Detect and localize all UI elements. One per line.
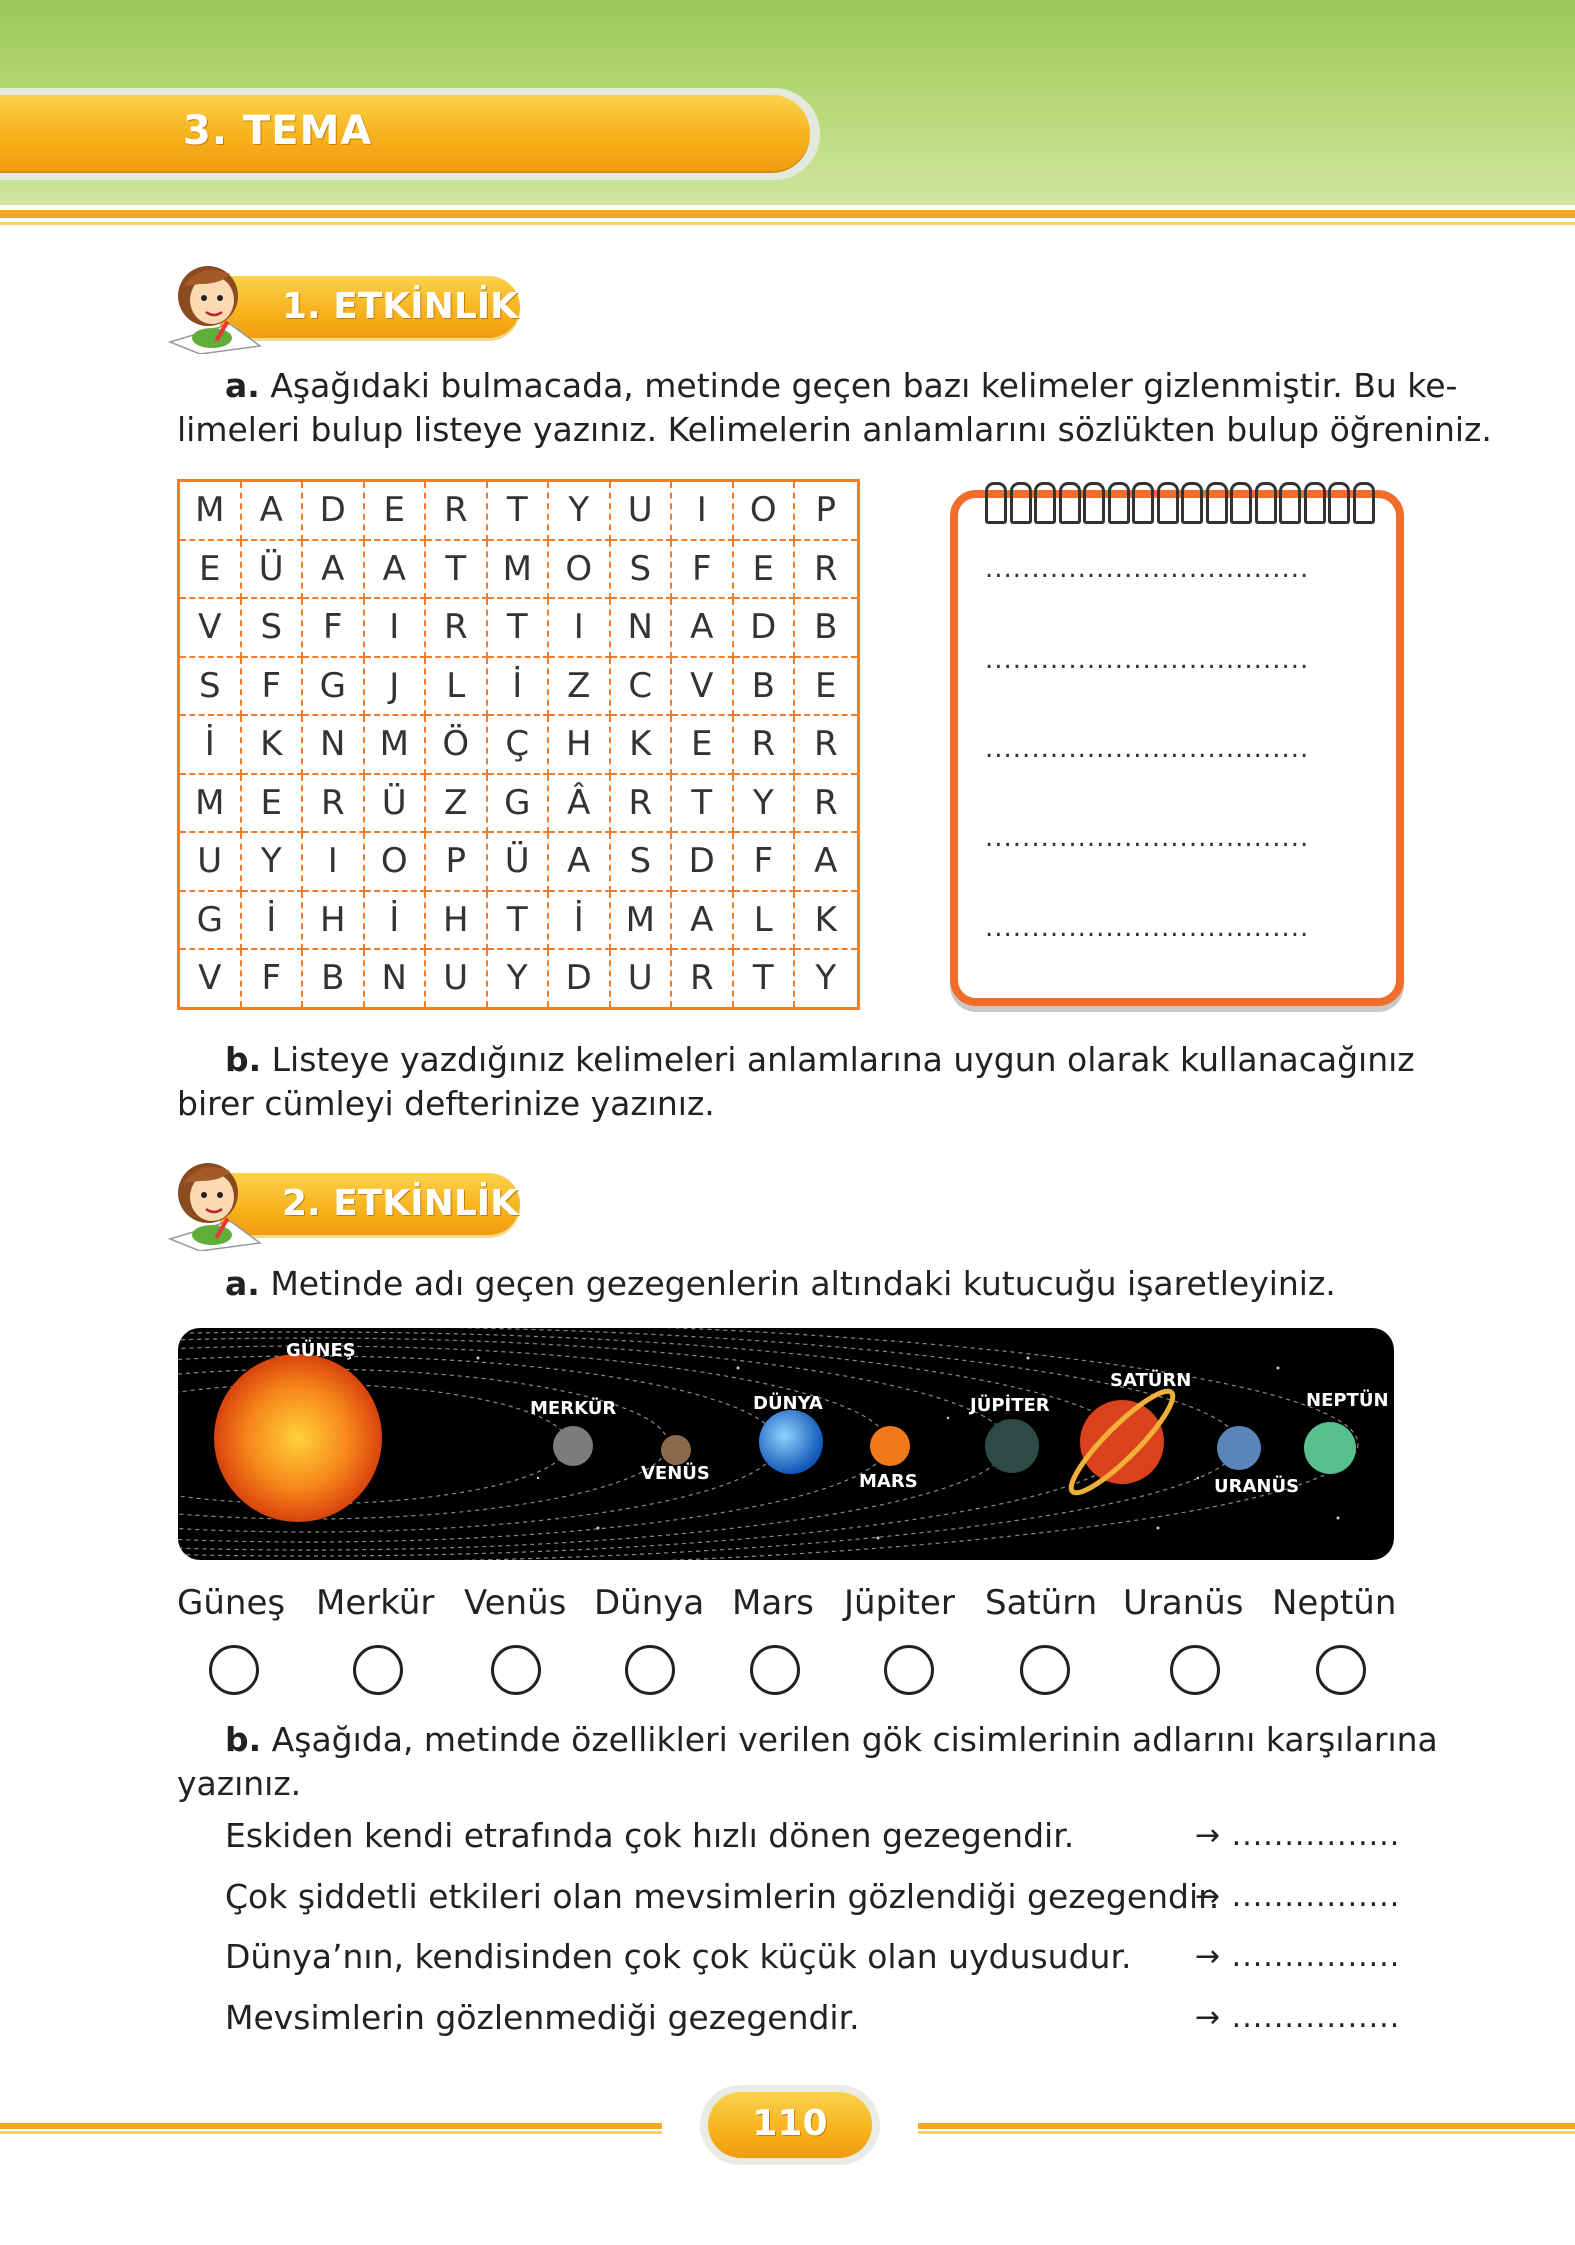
grid-cell[interactable]: Ü [488, 833, 550, 892]
grid-cell[interactable]: K [242, 716, 304, 775]
grid-cell[interactable]: U [611, 950, 673, 1007]
grid-cell[interactable]: N [365, 950, 427, 1007]
notebook-line-1[interactable]: ................................... [985, 554, 1310, 584]
solar-system-image [178, 1328, 1394, 1560]
grid-cell[interactable]: M [611, 892, 673, 951]
notebook-line-5[interactable]: ................................... [985, 913, 1310, 943]
planet-name-dunya: Dünya [594, 1583, 705, 1623]
answer-blank-4[interactable]: → ................ [1195, 2000, 1401, 2035]
grid-cell[interactable]: T [488, 892, 550, 951]
grid-cell[interactable]: H [426, 892, 488, 951]
grid-cell[interactable]: I [365, 599, 427, 658]
grid-cell[interactable]: Y [488, 950, 550, 1007]
grid-cell[interactable]: E [242, 775, 304, 834]
planet-name-venus: Venüs [464, 1583, 567, 1623]
label-mercury: MERKÜR [530, 1398, 617, 1419]
activity2-b-text1: Aşağıda, metinde özellikleri verilen gök cisimlerinin adlarını karşılarına [271, 1720, 1438, 1759]
grid-cell[interactable]: S [611, 541, 673, 600]
label-neptune: NEPTÜN [1306, 1390, 1389, 1411]
spiral-ring-icon [1255, 482, 1277, 524]
planet-name-gunes: Güneş [177, 1583, 286, 1623]
grid-cell[interactable]: F [242, 950, 304, 1007]
planet-name-neptun: Neptün [1272, 1583, 1397, 1623]
grid-cell[interactable]: S [242, 599, 304, 658]
activity2-a-text: Metinde adı geçen gezegenlerin altındaki kutucuğu işaretleyiniz. [270, 1264, 1336, 1303]
grid-cell[interactable]: P [426, 833, 488, 892]
answer-blank-2[interactable]: → ................ [1195, 1879, 1401, 1914]
grid-cell[interactable]: İ [242, 892, 304, 951]
grid-cell[interactable]: Â [549, 775, 611, 834]
grid-cell[interactable]: A [365, 541, 427, 600]
grid-cell[interactable]: M [180, 775, 242, 834]
activity2-header [160, 1165, 520, 1245]
spiral-ring-icon [1206, 482, 1228, 524]
spiral-ring-icon [1034, 482, 1056, 524]
grid-cell[interactable]: Y [549, 482, 611, 541]
spiral-ring-icon [1083, 482, 1105, 524]
footer-divider-left [0, 2123, 662, 2129]
grid-cell[interactable]: Z [549, 658, 611, 717]
spiral-ring-icon [1279, 482, 1301, 524]
activity1-title: 1. ETKİNLİK [282, 286, 519, 327]
activity1-b-letter: b. [225, 1040, 262, 1079]
notebook-spiral [985, 482, 1375, 522]
label-mars: MARS [859, 1471, 918, 1492]
grid-cell[interactable]: U [180, 833, 242, 892]
grid-cell[interactable]: P [795, 482, 857, 541]
grid-cell[interactable]: E [795, 658, 857, 717]
label-jupiter: JÜPİTER [970, 1395, 1050, 1416]
grid-cell[interactable]: A [549, 833, 611, 892]
grid-cell[interactable]: Ö [426, 716, 488, 775]
grid-cell[interactable]: M [365, 716, 427, 775]
grid-cell[interactable]: H [303, 892, 365, 951]
grid-cell[interactable]: I [303, 833, 365, 892]
grid-cell[interactable]: İ [549, 892, 611, 951]
theme-banner [0, 95, 810, 171]
grid-cell[interactable]: H [549, 716, 611, 775]
answer-blank-3[interactable]: → ................ [1195, 1939, 1401, 1974]
grid-cell[interactable]: R [426, 482, 488, 541]
header-divider-thin [0, 222, 1575, 225]
activity1-a-line2: limeleri bulup listeye yazınız. Kelimelerin anlamlarını sözlükten bulup öğreniniz. [177, 410, 1492, 449]
grid-cell[interactable]: S [180, 658, 242, 717]
spiral-ring-icon [1304, 482, 1326, 524]
grid-cell[interactable]: E [365, 482, 427, 541]
grid-cell[interactable]: K [611, 716, 673, 775]
grid-cell[interactable]: Ü [242, 541, 304, 600]
grid-cell[interactable]: R [795, 541, 857, 600]
footer-divider-left-thin [0, 2131, 662, 2134]
spiral-ring-icon [1230, 482, 1252, 524]
label-saturn: SATÜRN [1110, 1370, 1192, 1391]
spiral-ring-icon [1059, 482, 1081, 524]
solar-system-drawing [178, 1328, 1394, 1560]
grid-cell[interactable]: F [303, 599, 365, 658]
label-sun: GÜNEŞ [286, 1340, 356, 1361]
activity2-a-line [225, 1262, 1336, 1306]
activity1-b-line1 [225, 1038, 1415, 1082]
spiral-ring-icon [1181, 482, 1203, 524]
grid-cell[interactable]: O [549, 541, 611, 600]
grid-cell[interactable]: D [303, 482, 365, 541]
grid-cell[interactable]: T [488, 482, 550, 541]
activity2-title: 2. ETKİNLİK [282, 1183, 519, 1224]
grid-cell[interactable]: E [672, 716, 734, 775]
clue-3: Dünya’nın, kendisinden çok çok küçük olan uydusudur. [225, 1937, 1132, 1976]
grid-cell[interactable]: T [426, 541, 488, 600]
grid-cell[interactable]: E [734, 541, 796, 600]
clue-2: Çok şiddetli etkileri olan mevsimlerin gözlendiği gezegendir. [225, 1877, 1220, 1916]
word-search-grid [177, 479, 860, 1010]
grid-cell[interactable]: O [365, 833, 427, 892]
grid-cell[interactable]: B [303, 950, 365, 1007]
grid-cell[interactable]: M [180, 482, 242, 541]
planet-name-jupiter: Jüpiter [844, 1583, 955, 1623]
spiral-ring-icon [1157, 482, 1179, 524]
footer-divider-right [918, 2123, 1575, 2129]
grid-cell[interactable]: K [795, 892, 857, 951]
checkbox-venus[interactable] [491, 1645, 541, 1695]
label-earth: DÜNYA [753, 1393, 823, 1414]
planet-name-mars: Mars [732, 1583, 814, 1623]
grid-cell[interactable]: R [303, 775, 365, 834]
grid-cell[interactable]: T [734, 950, 796, 1007]
grid-cell[interactable]: F [734, 833, 796, 892]
grid-cell[interactable]: G [488, 775, 550, 834]
grid-cell[interactable]: A [242, 482, 304, 541]
checkbox-mars[interactable] [750, 1645, 800, 1695]
notebook-line-4[interactable]: ................................... [985, 823, 1310, 853]
grid-cell[interactable]: T [672, 775, 734, 834]
grid-cell[interactable]: G [180, 892, 242, 951]
grid-cell[interactable]: Y [815, 958, 837, 999]
grid-cell[interactable]: İ [365, 892, 427, 951]
grid-cell[interactable]: Ü [365, 775, 427, 834]
checkbox-saturn[interactable] [1020, 1645, 1070, 1695]
grid-cell[interactable]: A [672, 599, 734, 658]
notebook-line-3[interactable]: ................................... [985, 734, 1310, 764]
grid-cell[interactable]: A [672, 892, 734, 951]
grid-cell[interactable]: F [242, 658, 304, 717]
grid-cell[interactable]: L [426, 658, 488, 717]
grid-cell[interactable]: Y [734, 775, 796, 834]
spiral-ring-icon [1328, 482, 1350, 524]
checkbox-neptun[interactable] [1316, 1645, 1366, 1695]
grid-cell[interactable]: B [795, 599, 857, 658]
grid-cell[interactable]: R [672, 950, 734, 1007]
spiral-ring-icon [985, 482, 1007, 524]
grid-cell[interactable]: U [426, 950, 488, 1007]
grid-cell[interactable]: E [180, 541, 242, 600]
spiral-ring-icon [1132, 482, 1154, 524]
grid-cell[interactable]: R [795, 775, 857, 834]
activity2-a-letter: a. [225, 1264, 260, 1303]
activity1-b-text1: Listeye yazdığınız kelimeleri anlamlarına uygun olarak kullanacağınız [271, 1040, 1415, 1079]
activity1-a-line1 [225, 364, 1457, 408]
label-venus: VENÜS [641, 1463, 710, 1484]
grid-cell[interactable]: V [180, 950, 242, 1007]
grid-cell[interactable]: O [734, 482, 796, 541]
clue-1: Eskiden kendi etrafında çok hızlı dönen gezegendir. [225, 1816, 1075, 1855]
grid-cell[interactable]: N [611, 599, 673, 658]
grid-cell[interactable]: Z [426, 775, 488, 834]
activity2-b-line2: yazınız. [177, 1764, 302, 1803]
grid-cell[interactable]: B [734, 658, 796, 717]
grid-cell[interactable]: A [303, 541, 365, 600]
grid-cell[interactable]: İ [180, 716, 242, 775]
activity2-b-letter: b. [225, 1720, 262, 1759]
grid-cell[interactable]: R [426, 599, 488, 658]
grid-cell[interactable]: U [611, 482, 673, 541]
grid-cell[interactable]: I [549, 599, 611, 658]
label-uranus: URANÜS [1214, 1476, 1300, 1497]
spiral-ring-icon [1010, 482, 1032, 524]
grid-cell[interactable]: J [365, 658, 427, 717]
activity1-a-letter: a. [225, 366, 260, 405]
notebook-line-2[interactable]: ................................... [985, 645, 1310, 675]
grid-cell[interactable]: G [303, 658, 365, 717]
checkbox-merkur[interactable] [353, 1645, 403, 1695]
grid-cell[interactable]: D [549, 950, 611, 1007]
activity1-b-line2: birer cümleyi defterinize yazınız. [177, 1084, 715, 1123]
grid-cell[interactable]: I [672, 482, 734, 541]
grid-cell[interactable]: R [795, 716, 857, 775]
checkbox-gunes[interactable] [209, 1645, 259, 1695]
grid-cell[interactable]: N [303, 716, 365, 775]
spiral-ring-icon [1353, 482, 1375, 524]
grid-cell[interactable]: D [734, 599, 796, 658]
grid-cell[interactable]: V [672, 658, 734, 717]
grid-cell[interactable]: M [488, 541, 550, 600]
planet-name-uranus: Uranüs [1123, 1583, 1244, 1623]
planet-name-merkur: Merkür [316, 1583, 435, 1623]
grid-cell[interactable]: Ç [488, 716, 550, 775]
grid-cell[interactable]: S [611, 833, 673, 892]
clue-4: Mevsimlerin gözlenmediği gezegendir. [225, 1998, 860, 2037]
grid-cell[interactable]: R [734, 716, 796, 775]
activity1-a-text1: Aşağıdaki bulmacada, metinde geçen bazı kelimeler gizlenmiştir. Bu ke- [270, 366, 1458, 405]
checkbox-dunya[interactable] [625, 1645, 675, 1695]
checkbox-jupiter[interactable] [884, 1645, 934, 1695]
grid-cell[interactable]: T [488, 599, 550, 658]
grid-cell[interactable]: R [611, 775, 673, 834]
girl-writing-icon [160, 254, 270, 354]
grid-cell[interactable]: İ [488, 658, 550, 717]
footer-divider-right-thin [918, 2131, 1575, 2134]
grid-cell[interactable]: A [795, 833, 857, 892]
activity2-b-line1 [225, 1718, 1438, 1762]
grid-cell[interactable]: L [734, 892, 796, 951]
activity1-header [160, 268, 520, 348]
grid-cell[interactable]: F [672, 541, 734, 600]
grid-cell[interactable]: Y [242, 833, 304, 892]
theme-title: 3. TEMA [183, 108, 373, 154]
grid-cell[interactable]: D [672, 833, 734, 892]
page-number: 110 [752, 2103, 828, 2144]
grid-cell[interactable]: C [611, 658, 673, 717]
grid-cell[interactable]: V [180, 599, 242, 658]
header-divider [0, 210, 1575, 218]
spiral-ring-icon [1108, 482, 1130, 524]
girl-writing-icon [160, 1151, 270, 1251]
planet-name-saturn: Satürn [985, 1583, 1098, 1623]
checkbox-uranus[interactable] [1170, 1645, 1220, 1695]
answer-blank-1[interactable]: → ................ [1195, 1818, 1401, 1853]
